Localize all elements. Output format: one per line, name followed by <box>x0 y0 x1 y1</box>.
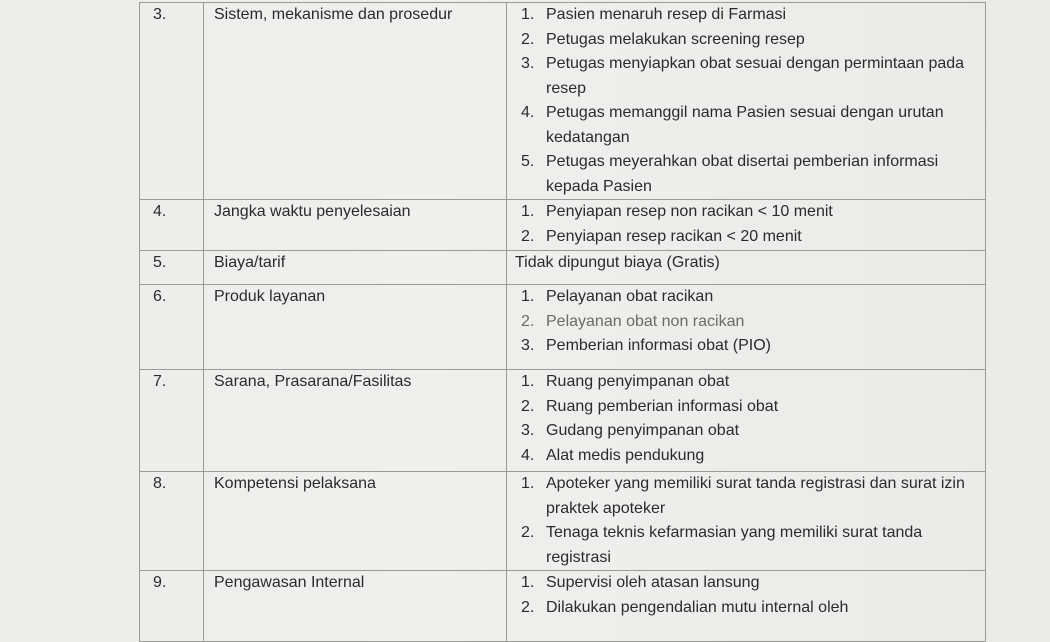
table-row <box>140 285 986 370</box>
row-number: 7. <box>140 370 204 472</box>
list-item <box>521 596 985 621</box>
row-description <box>507 571 986 642</box>
service-standard-table <box>139 2 986 642</box>
row-component: Jangka waktu penyelesaian <box>204 200 507 251</box>
description-list <box>521 285 985 359</box>
list-marker: 3. <box>521 337 535 354</box>
list-text: Pelayanan obat racikan <box>546 288 714 305</box>
list-item <box>521 571 985 596</box>
list-text: Ruang pemberian informasi obat <box>546 397 779 415</box>
list-item <box>521 28 985 53</box>
list-text: Dilakukan pengendalian mutu internal oleh <box>546 598 849 616</box>
row-component: Pengawasan Internal <box>204 571 507 642</box>
table-row <box>140 571 986 642</box>
row-number: 8. <box>140 472 204 571</box>
row-number: 3. <box>140 3 204 200</box>
row-component: Biaya/tarif <box>204 251 507 285</box>
list-text: Petugas melakukan screening resep <box>546 30 805 48</box>
row-number: 6. <box>140 285 204 370</box>
row-component: Kompetensi pelaksana <box>204 472 507 571</box>
list-text: Penyiapan resep racikan < 20 menit <box>546 227 802 245</box>
table-row <box>140 370 986 472</box>
list-item <box>521 285 985 310</box>
table-row <box>140 3 986 200</box>
list-item <box>521 225 985 250</box>
list-marker: 1. <box>521 574 535 591</box>
list-item <box>521 334 985 359</box>
list-text: Supervisi oleh atasan lansung <box>546 574 760 591</box>
description-list <box>521 571 985 620</box>
table-row <box>140 251 986 285</box>
list-marker: 2. <box>521 524 535 541</box>
table-row <box>140 200 986 251</box>
list-marker: 1. <box>521 475 535 492</box>
list-item <box>521 101 985 150</box>
row-description <box>507 472 986 571</box>
list-item <box>521 3 985 28</box>
row-description <box>507 285 986 370</box>
row-description <box>507 200 986 251</box>
description-list <box>521 3 985 199</box>
list-marker: 3. <box>521 55 535 72</box>
list-item <box>521 444 985 469</box>
list-marker: 2. <box>521 598 535 616</box>
list-text: Tenaga teknis kefarmasian yang memiliki surat tanda registrasi <box>546 524 923 566</box>
list-text: Apoteker yang memiliki surat tanda registrasi dan surat izin praktek apoteker <box>546 475 965 517</box>
list-text: Petugas menyiapkan obat sesuai dengan permintaan pada resep <box>546 55 965 97</box>
list-marker: 2. <box>521 227 535 245</box>
list-item <box>521 52 985 101</box>
list-item <box>521 472 985 521</box>
row-component: Sistem, mekanisme dan prosedur <box>204 3 507 200</box>
row-number: 5. <box>140 251 204 285</box>
list-item <box>521 150 985 199</box>
list-text: Pelayanan obat non racikan <box>546 312 745 330</box>
description-text: Tidak dipungut biaya (Gratis) <box>515 254 720 271</box>
list-marker: 2. <box>521 397 535 415</box>
list-text: Alat medis pendukung <box>546 446 705 464</box>
row-description <box>507 370 986 472</box>
list-marker: 5. <box>521 153 535 170</box>
list-marker: 2. <box>521 30 535 48</box>
row-description <box>507 251 986 285</box>
row-component: Produk layanan <box>204 285 507 370</box>
list-text: Penyiapan resep non racikan < 10 menit <box>546 203 833 220</box>
description-list <box>521 370 985 468</box>
list-item <box>521 200 985 225</box>
row-component: Sarana, Prasarana/Fasilitas <box>204 370 507 472</box>
list-item <box>521 370 985 395</box>
list-marker: 4. <box>521 104 535 121</box>
list-marker: 1. <box>521 203 535 220</box>
list-item <box>521 395 985 420</box>
list-text: Pemberian informasi obat (PIO) <box>546 337 771 354</box>
list-text: Ruang penyimpanan obat <box>546 373 730 390</box>
row-number: 9. <box>140 571 204 642</box>
list-text: Gudang penyimpanan obat <box>546 422 740 439</box>
table-row <box>140 472 986 571</box>
list-item <box>521 310 985 335</box>
list-text: Petugas meyerahkan obat disertai pemberian informasi kepada Pasien <box>546 153 939 195</box>
list-text: Petugas memanggil nama Pasien sesuai dengan urutan kedatangan <box>546 104 944 146</box>
list-marker: 2. <box>521 312 535 330</box>
list-item <box>521 419 985 444</box>
row-number: 4. <box>140 200 204 251</box>
list-marker: 1. <box>521 6 535 23</box>
list-marker: 1. <box>521 288 535 305</box>
list-marker: 3. <box>521 422 535 439</box>
description-list <box>521 200 985 249</box>
list-marker: 1. <box>521 373 535 390</box>
row-description <box>507 3 986 200</box>
list-text: Pasien menaruh resep di Farmasi <box>546 6 787 23</box>
list-item <box>521 521 985 570</box>
description-list <box>521 472 985 570</box>
list-marker: 4. <box>521 446 535 464</box>
